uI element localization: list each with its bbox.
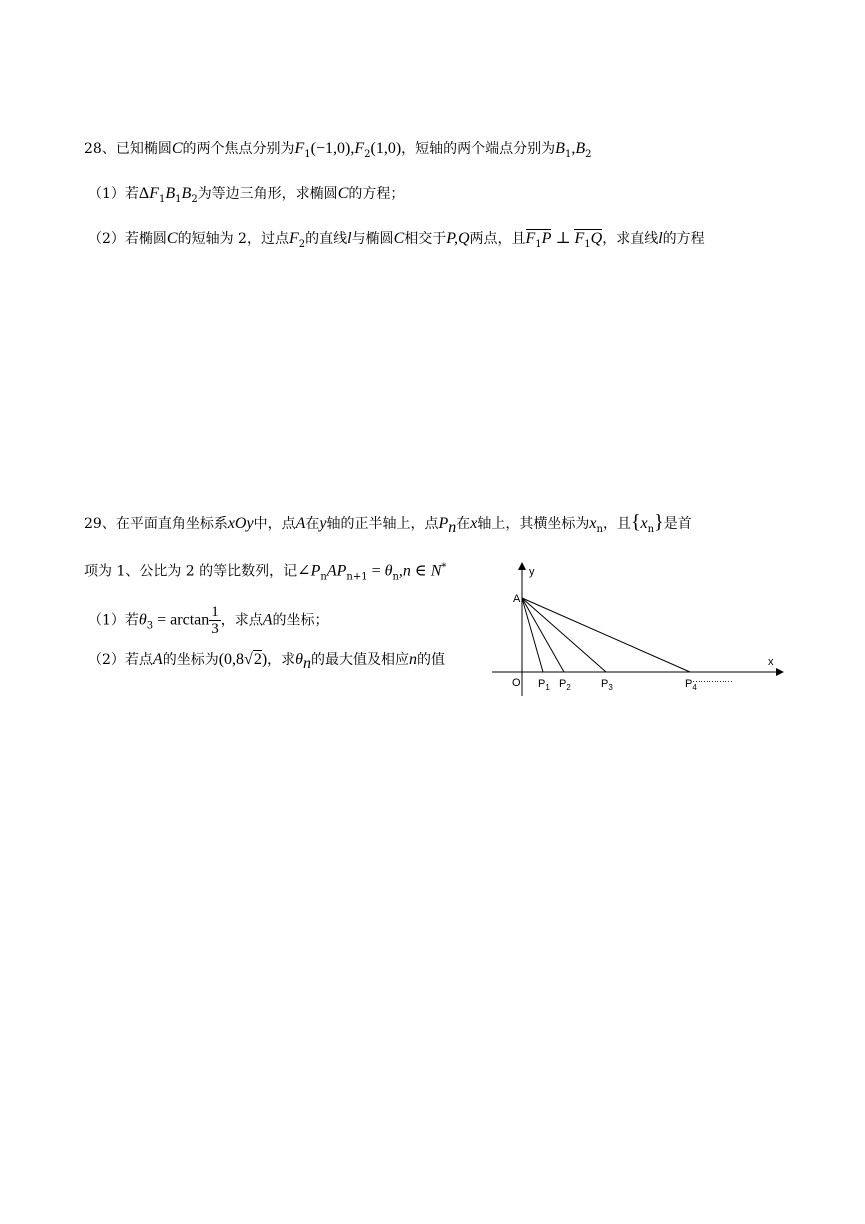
point-P4-label: $P_4$ — [685, 678, 697, 692]
q29-part1: （1）若$\theta_3 = \arctan$ $\frac{1}{3}$ ，求点A的坐标； — [88, 604, 329, 637]
continuation-dots: …………… — [692, 674, 732, 684]
point-A-label: A — [513, 593, 521, 605]
q29-part2: （2）若点A的坐标为(0,8√2)，求$\theta_n$的最大值及相应n的值 — [88, 651, 445, 672]
segment-A-P4 — [522, 598, 690, 672]
q28-stem: 28、已知椭圆C的两个焦点分别为$F_1(-1,0),F_2(1,0)$，短轴的两个端点分别为$B_1,B_2$ — [84, 140, 592, 160]
q28-part1: （1）若$\Delta F_1B_1B_2$为等边三角形，求椭圆C的方程； — [88, 185, 405, 205]
vector-F1Q: $F_1Q$ — [574, 229, 602, 253]
point-P1-label: $P_1$ — [538, 678, 550, 692]
segment-A-P2 — [522, 598, 564, 672]
origin-label: O — [512, 677, 521, 689]
q29-stem-line2: 项为 1、公比为 2 的等比数列，记$\angle P_nAP_{n+1} = \theta_n,n$ ∈ N* — [84, 562, 447, 583]
point-P3-label: $P_3$ — [601, 678, 613, 692]
y-axis-label: y — [529, 566, 535, 578]
x-axis-label: x — [768, 656, 774, 668]
segment-A-P3 — [522, 598, 606, 672]
fraction-one-third: $\frac{1}{3}$ — [211, 604, 219, 637]
q29-stem: 29、在平面直角坐标系xOy中，点A在y轴的正半轴上，点$P_n$在x轴上，其横坐标为$x_n$，且$\{x_n\}$是首 — [84, 511, 692, 536]
q28-number: 28、 — [84, 141, 116, 157]
point-P2-label: $P_2$ — [559, 678, 571, 692]
q29-number: 29、 — [84, 516, 116, 532]
q29-figure — [488, 560, 788, 705]
vector-F1P: $F_1P$ — [526, 229, 552, 253]
segment-A-P1 — [522, 598, 543, 672]
q28-part2: （2）若椭圆C的短轴为 2，过点$F_2$的直线l与椭圆C相交于P,Q两点，且$F_1P$ ⊥ $F_1Q$，求直线l的方程 — [88, 229, 705, 255]
